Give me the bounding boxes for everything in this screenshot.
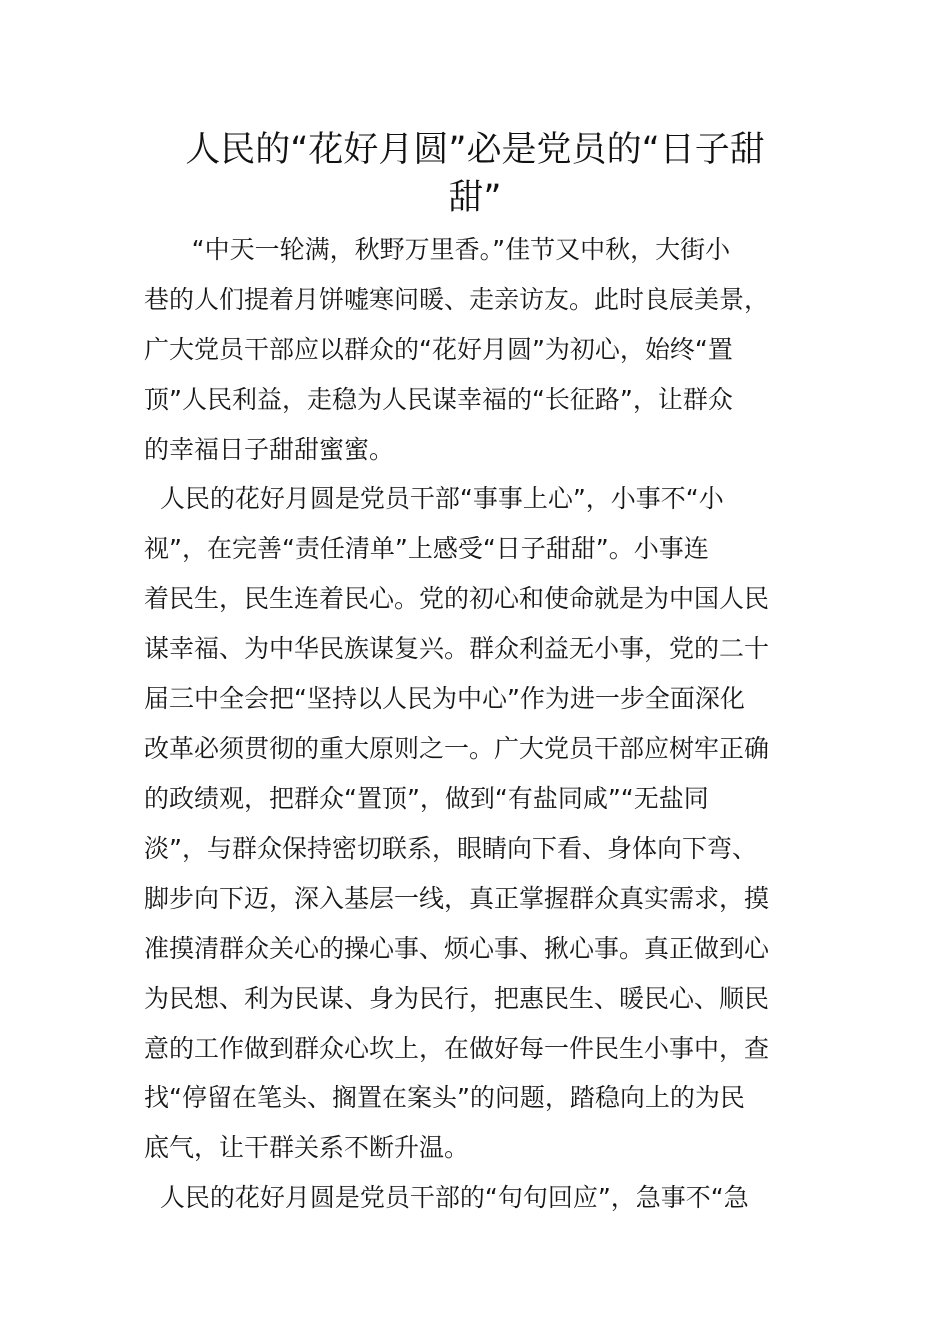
body-line: 届三中全会把“坚持以人民为中心”作为进一步全面深化 (144, 684, 745, 713)
title-line-2: 甜” (448, 178, 502, 218)
body-line: 为民想、利为民谋、身为民行，把惠民生、暖民心、顺民 (144, 984, 770, 1013)
body-line: 巷的人们提着月饼嘘寒问暖、走亲访友。此时良辰美景， (144, 285, 770, 314)
body-line: 淡”，与群众保持密切联系，眼睛向下看、身体向下弯、 (144, 834, 757, 863)
body-line: 人民的花好月圆是党员干部的“句句回应”，急事不“急 (144, 1183, 749, 1212)
body-line: 改革必须贯彻的重大原则之一。广大党员干部应树牢正确 (144, 734, 770, 763)
body-line: “中天一轮满，秋野万里香。”佳节又中秋，大街小 (144, 235, 731, 264)
body-line: 底气，让干群关系不断升温。 (144, 1133, 470, 1162)
title-line-1: 人民的“花好月圆”必是党员的“日子甜 (185, 130, 765, 170)
body-line: 的政绩观，把群众“置顶”，做到“有盐同咸”“无盐同 (144, 784, 709, 813)
body-line: 找“停留在笔头、搁置在案头”的问题，踏稳向上的为民 (144, 1083, 745, 1112)
body-line: 脚步向下迈，深入基层一线，真正掌握群众真实需求，摸 (144, 884, 770, 913)
body-line: 人民的花好月圆是党员干部“事事上心”，小事不“小 (144, 484, 724, 513)
body-line: 的幸福日子甜甜蜜蜜。 (144, 435, 395, 464)
body-line: 意的工作做到群众心坎上，在做好每一件民生小事中，查 (144, 1034, 770, 1063)
body-line: 准摸清群众关心的操心事、烦心事、揪心事。真正做到心 (144, 934, 770, 963)
body-line: 着民生，民生连着民心。党的初心和使命就是为中国人民 (144, 584, 770, 613)
body-line: 广大党员干部应以群众的“花好月圆”为初心，始终“置 (144, 335, 733, 364)
document-title (140, 126, 810, 222)
body-line: 顶”人民利益，走稳为人民谋幸福的“长征路”，让群众 (144, 385, 733, 414)
body-line: 谋幸福、为中华民族谋复兴。群众利益无小事，党的二十 (144, 634, 770, 663)
body-line: 视”，在完善“责任清单”上感受“日子甜甜”。小事连 (144, 534, 709, 563)
